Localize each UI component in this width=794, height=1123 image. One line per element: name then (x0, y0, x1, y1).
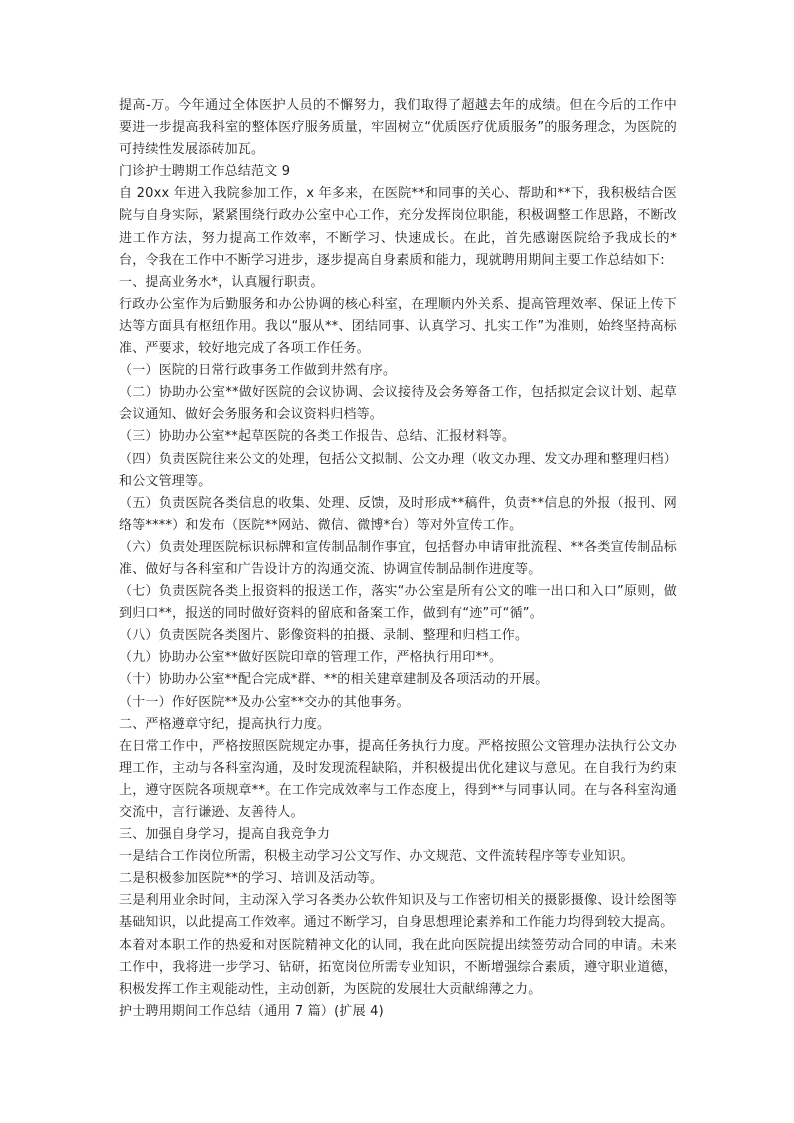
heading-2: 二、严格遵章守纪，提高执行力度。 (119, 716, 331, 732)
list-item-5: （五）负责医院各类信息的收集、处理、反馈，及时形成**稿件，负责**信息的外报（报刊、网络等****）和发布（医院**网站、微信、微博*台）等对外宣传工作。 (119, 495, 677, 533)
list-item-10: （十）协助办公室**配合完成*群、**的相关建章建制及各项活动的开展。 (119, 672, 549, 688)
list-item-3: （三）协助办公室**起草医院的各类工作报告、总结、汇报材料等。 (119, 429, 516, 445)
paragraph-intro: 提高-万。今年通过全体医护人员的不懈努力，我们取得了超越去年的成绩。但在今后的工作中要进一步提高我科室的整体医疗服务质量，牢固树立“优质医疗优质服务”的服务理念，为医院的可持续性发展添砖加瓦。 (119, 98, 677, 158)
paragraph-learning-3: 三是利用业余时间，主动深入学习各类办公软件知识及与工作密切相关的摄影摄像、设计绘图等基础知识，以此提高工作效率。通过不断学习，自身思想理论素养和工作能力均得到较大提高。 (119, 893, 677, 931)
paragraph-discipline: 在日常工作中，严格按照医院规定办事，提高任务执行力度。严格按照公文管理办法执行公文办理工作，主动与各科室沟通，及时发现流程缺陷，并积极提出优化建议与意见。在自我行为约束上，遵守医院各项规章**。在工作完成效率与工作态度上，得到**与同事认同。在与各科室沟通交流中，言行谦逊、友善待人。 (119, 738, 677, 820)
paragraph-office-role: 行政办公室作为后勤服务和办公协调的核心科室，在理顺内外关系、提高管理效率、保证上传下达等方面具有枢纽作用。我以“服从**、团结同事、认真学习、扎实工作”为准则，始终坚持高标准、严要求，较好地完成了各项工作任务。 (119, 296, 677, 357)
section-title: 门诊护士聘期工作总结范文 9 (119, 164, 291, 180)
list-item-6: （六）负责处理医院标识标牌和宣传制品制作事宜，包括督办申请审批流程、**各类宣传制品标准、做好与各科室和广告设计方的沟通交流、协调宣传制品制作进度等。 (119, 539, 677, 577)
document-page (119, 95, 677, 1023)
list-item-4: （四）负责医院往来公文的处理，包括公文拟制、公文办理（收文办理、发文办理和整理归档）和公文管理等。 (119, 451, 677, 489)
list-item-1: （一）医院的日常行政事务工作做到井然有序。 (119, 363, 397, 379)
list-item-2: （二）协助办公室**做好医院的会议协调、会议接待及会务筹备工作，包括拟定会议计划、起草会议通知、做好会务服务和会议资料归档等。 (119, 385, 677, 423)
paragraph-learning-2: 二是积极参加医院**的学习、培训及活动等。 (119, 871, 384, 887)
paragraph-opening: 自 20xx 年进入我院参加工作，x 年多来，在医院**和同事的关心、帮助和**下，我积极结合医院与自身实际，紧紧围绕行政办公室中心工作，充分发挥岗位职能，积极调整工作思路，不断改进工作方法，努力提高工作效率，不断学习、快速成长。在此，首先感谢医院给予我成长的*台，令我在工作中不断学习进步，逐步提高自身素质和能力，现就聘用期间主要工作总结如下: (119, 186, 677, 268)
heading-3: 三、加强自身学习，提高自我竞争力 (119, 827, 331, 843)
list-item-11: （十一）作好医院**及办公室**交办的其他事务。 (119, 694, 410, 710)
extension-title: 护士聘用期间工作总结（通用 7 篇）(扩展 4) (119, 1003, 384, 1019)
paragraph-learning-1: 一是结合工作岗位所需，积极主动学习公文写作、办文规范、文件流转程序等专业知识。 (119, 849, 634, 865)
list-item-9: （九）协助办公室**做好医院印章的管理工作，严格执行用印**。 (119, 650, 503, 666)
list-item-8: （八）负责医院各类图片、影像资料的拍摄、录制、整理和归档工作。 (119, 628, 529, 644)
paragraph-conclusion: 本着对本职工作的热爱和对医院精神文化的认同，我在此向医院提出续签劳动合同的申请。未来工作中，我将进一步学习、钻研，拓宽岗位所需专业知识，不断增强综合素质，遵守职业道德，积极发挥工作主观能动性，主动创新，为医院的发展壮大贡献绵薄之力。 (119, 937, 677, 997)
list-item-7: （七）负责医院各类上报资料的报送工作，落实“办公室是所有公文的唯一出口和入口”原则，做到归口**，报送的同时做好资料的留底和备案工作，做到有“迹”可“循”。 (119, 584, 677, 622)
heading-1: 一、提高业务水*，认真履行职责。 (119, 274, 324, 290)
